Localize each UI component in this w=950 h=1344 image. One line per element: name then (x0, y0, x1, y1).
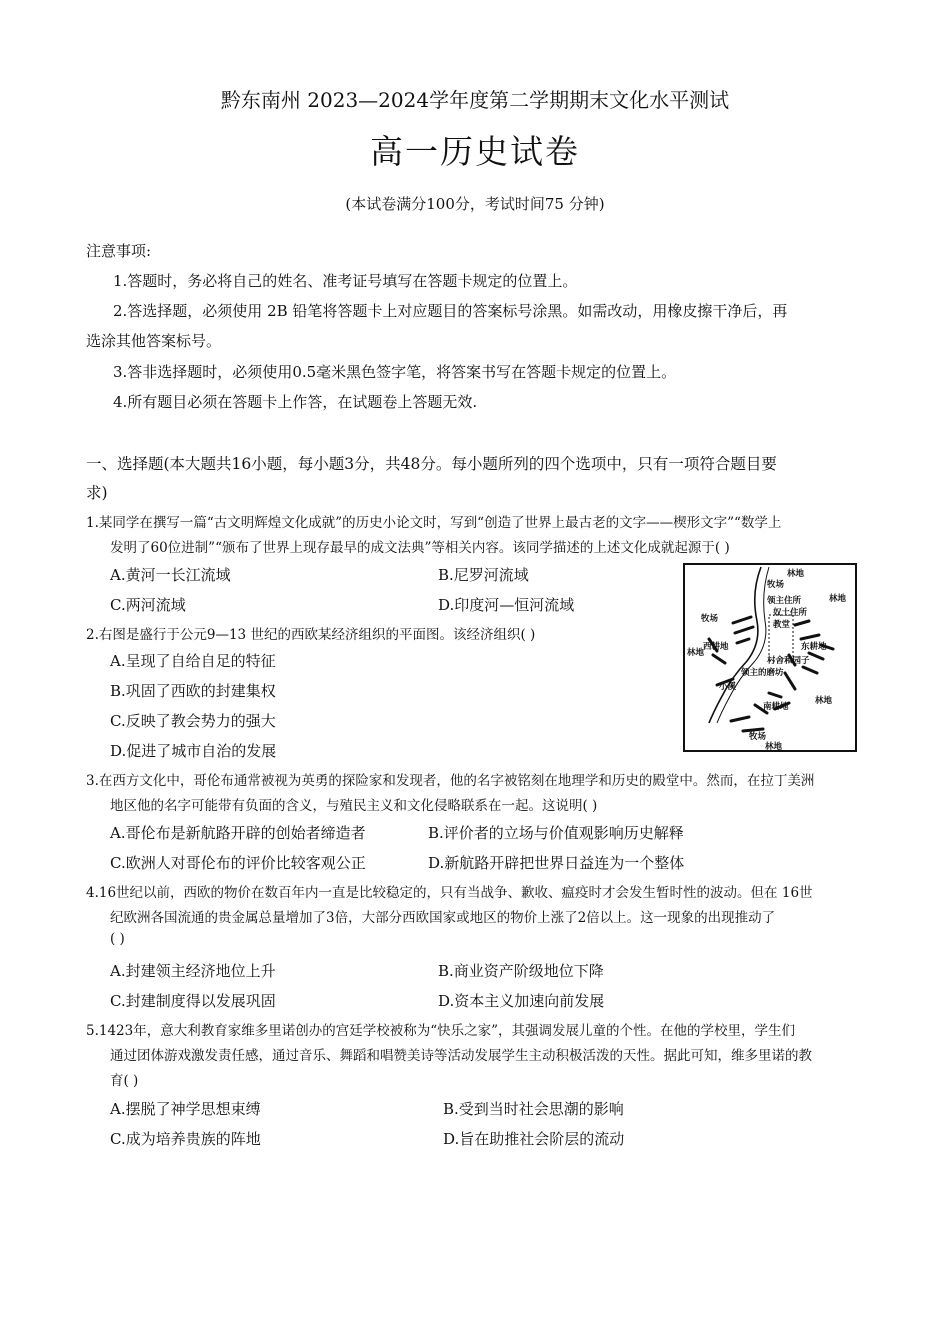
question-3-option-b: B.评价者的立场与价值观影响历史解释 (428, 824, 684, 842)
exam-name: 黔东南州 2023—2024学年度第二学期期末文化水平测试 (220, 88, 730, 112)
question-2-option-b: B.巩固了西欧的封建集权 (110, 682, 276, 700)
manor-map (683, 563, 857, 752)
map-label: 东耕地 (801, 642, 827, 652)
question-4-text: 4.16世纪以前，西欧的物价在数百年内一直是比较稳定的，只有当战争、歉收、瘟疫时才会发生暂时性的波动。但在 16世 (86, 885, 813, 901)
question-5-option-d: D.旨在助推社会阶层的流动 (443, 1130, 625, 1148)
map-label: 牧场 (767, 580, 785, 590)
map-label: 林地 (687, 648, 705, 658)
question-3-option-c: C.欧洲人对哥伦布的评价比较客观公正 (110, 854, 366, 872)
question-3-text: 3.在西方文化中，哥伦布通常被视为英勇的探险家和发现者，他的名字被铭刻在地理学和历史的殿堂中。然而，在拉丁美洲 (86, 773, 815, 789)
question-5-option-a: A.摆脱了神学思想束缚 (110, 1100, 261, 1118)
exam-subtitle: (本试卷满分100分，考试时间75 分钟) (345, 195, 605, 213)
note-item: 1.答题时，务必将自己的姓名、准考证号填写在答题卡规定的位置上。 (113, 272, 578, 290)
question-2-option-d: D.促进了城市自治的发展 (110, 742, 277, 760)
question-5-option-b: B.受到当时社会思潮的影响 (443, 1100, 624, 1118)
question-5-text: 育( ) (110, 1073, 139, 1089)
question-1-option-c: C.两河流域 (110, 596, 186, 614)
note-item: 4.所有题目必须在答题卡上作答，在试题卷上答题无效. (113, 393, 478, 411)
question-3-option-d: D.新航路开辟把世界日益连为一个整体 (428, 854, 685, 872)
page-title: 高一历史试卷 (370, 132, 580, 171)
question-5-option-c: C.成为培养贵族的阵地 (110, 1130, 261, 1148)
question-5-text: 通过团体游戏激发责任感，通过音乐、舞蹈和唱赞美诗等活动发展学生主动积极活泼的天性。据此可知，维多里诺的教 (110, 1048, 812, 1064)
map-label: 南耕地 (763, 702, 789, 712)
question-1-option-b: B.尼罗河流域 (438, 566, 529, 584)
question-4-text: ( ) (110, 931, 125, 947)
question-2-option-a: A.呈现了自给自足的特征 (110, 652, 276, 670)
question-1-option-d: D.印度河—恒河流域 (438, 596, 575, 614)
notes-heading: 注意事项: (86, 242, 152, 260)
question-4-option-b: B.商业资产阶级地位下降 (438, 962, 604, 980)
question-3-option-a: A.哥伦布是新航路开辟的创始者缔造者 (110, 824, 366, 842)
map-label: 领主的磨坊 (741, 668, 784, 678)
map-label: 小溪 (719, 682, 737, 692)
map-label: 林地 (787, 569, 805, 579)
map-label: 牧场 (701, 614, 719, 624)
question-4-option-d: D.资本主义加速向前发展 (438, 992, 605, 1010)
section-heading-cont: 求) (86, 484, 108, 502)
map-label: 教堂 (773, 620, 791, 630)
question-1-option-a: A.黄河一长江流域 (110, 566, 231, 584)
question-4-option-a: A.封建领主经济地位上升 (110, 962, 276, 980)
question-4-option-c: C.封建制度得以发展巩固 (110, 992, 276, 1010)
map-label: 牧场 (749, 732, 767, 742)
note-item: 3.答非选择题时，必须使用0.5毫米黑色签字笔，将答案书写在答题卡规定的位置上。 (113, 363, 677, 381)
question-2-text: 2.右图是盛行于公元9—13 世纪的西欧某经济组织的平面图。该经济组织( ) (86, 627, 536, 643)
question-1-text: 1.某同学在撰写一篇“古文明辉煌文化成就”的历史小论文时，写到“创造了世界上最古老的文字——楔形文字”“数学上 (86, 515, 782, 531)
question-1-text: 发明了60位进制”“颁布了世界上现存最早的成文法典”等相关内容。该同学描述的上述文化成就起源于( ) (110, 540, 730, 556)
map-label: 林地 (815, 696, 833, 706)
map-label: 奴土住所 (773, 608, 808, 618)
question-4-text: 纪欧洲各国流通的贵金属总量增加了3倍，大部分西欧国家或地区的物价上涨了2倍以上。这一现象的出现推动了 (110, 910, 776, 926)
question-3-text: 地区他的名字可能带有负面的含义，与殖民主义和文化侵略联系在一起。这说明( ) (110, 798, 598, 814)
note-item: 2.答选择题，必须使用 2B 铅笔将答题卡上对应题目的答案标号涂黑。如需改动，用橡皮擦干净后，再 (113, 302, 788, 320)
section-heading: 一、选择题(本大题共16小题，每小题3分，共48分。每小题所列的四个选项中，只有一项符合题目要 (86, 455, 777, 473)
map-label: 西耕地 (703, 642, 729, 652)
map-label: 领主住所 (767, 596, 802, 606)
question-2-option-c: C.反映了教会势力的强大 (110, 712, 276, 730)
map-label: 林地 (765, 742, 783, 752)
map-label: 林地 (829, 594, 847, 604)
question-5-text: 5.1423年，意大利教育家维多里诺创办的宫廷学校被称为“快乐之家”，其强调发展儿童的个性。在他的学校里，学生们 (86, 1023, 796, 1039)
map-label: 村舍和园子 (767, 656, 810, 666)
note-item: 选涂其他答案标号。 (86, 332, 222, 350)
